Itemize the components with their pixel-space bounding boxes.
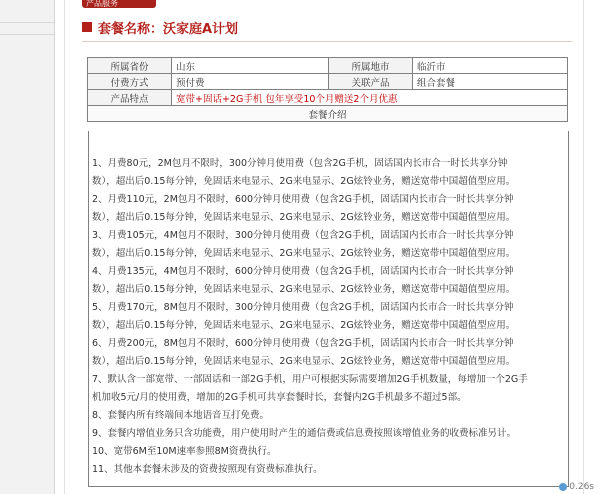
city-label: 所属地市 bbox=[329, 58, 413, 74]
payment-value: 预付费 bbox=[172, 74, 329, 90]
table-row bbox=[88, 58, 568, 74]
related-value: 组合套餐 bbox=[413, 74, 568, 90]
package-info-table bbox=[87, 57, 568, 122]
description-line: 4、月费135元，4M包月不限时，600分钟月使用费（包含2G手机，固话国内长市合一时长共享分钟 bbox=[92, 266, 514, 277]
content-border-left bbox=[64, 0, 65, 494]
description-line: 7、默认含一部宽带、一部固话和一部2G手机，用户可根据实际需要增加2G手机数量，每增加一个2G手 bbox=[92, 374, 528, 385]
package-description bbox=[88, 131, 569, 487]
description-line: 5、月费170元，8M包月不限时，300分钟月使用费（包含2G手机，固话国内长市合一时长共享分钟 bbox=[92, 302, 514, 313]
description-line: 数），超出后0.15每分钟，免固话来电显示、2G来电显示、2G炫铃业务，赠送宽带中国超值型应用。 bbox=[92, 284, 516, 295]
province-value: 山东 bbox=[172, 58, 329, 74]
package-header bbox=[82, 18, 238, 36]
description-line: 数），超出后0.15每分钟，免固话来电显示、2G来电显示、2G炫铃业务，赠送宽带中国超值型应用。 bbox=[92, 356, 516, 367]
square-bullet-icon bbox=[82, 22, 92, 32]
sidebar-divider bbox=[0, 22, 54, 23]
description-line: 10、宽带6M至10M速率参照8M资费执行。 bbox=[92, 446, 277, 457]
description-line: 8、套餐内所有终端间本地语音互打免费。 bbox=[92, 410, 270, 421]
status-zoom: 0.26s bbox=[569, 482, 594, 492]
section-tab: 产品服务 bbox=[82, 0, 156, 8]
content-border-right bbox=[583, 0, 584, 494]
description-line: 机加收5元/月的使用费，增加的2G手机可共享套餐时长，套餐内2G手机最多不超过5部。 bbox=[92, 392, 467, 403]
table-row bbox=[88, 90, 568, 106]
header-divider bbox=[82, 41, 572, 42]
description-line: 2、月费110元，2M包月不限时，600分钟月使用费（包含2G手机，固话国内长市合一时长共享分钟 bbox=[92, 194, 514, 205]
city-value: 临沂市 bbox=[413, 58, 568, 74]
description-line: 6、月费200元，8M包月不限时，600分钟月使用费（包含2G手机，固话国内长市合一时长共享分钟 bbox=[92, 338, 514, 349]
description-line: 数），超出后0.15每分钟，免固话来电显示、2G来电显示、2G炫铃业务，赠送宽带中国超值型应用。 bbox=[92, 212, 516, 223]
related-label: 关联产品 bbox=[329, 74, 413, 90]
sidebar-divider bbox=[0, 34, 54, 35]
province-label: 所属省份 bbox=[88, 58, 172, 74]
table-row bbox=[88, 106, 568, 122]
description-line: 数），超出后0.15每分钟，免固话来电显示、2G来电显示、2G炫铃业务，赠送宽带中国超值型应用。 bbox=[92, 320, 516, 331]
status-indicator bbox=[559, 482, 594, 492]
feature-label: 产品特点 bbox=[88, 90, 172, 106]
description-line: 9、套餐内增值业务只含功能费，用户使用时产生的通信费或信息费按照该增值业务的收费标准另计。 bbox=[92, 428, 517, 439]
package-title: 套餐名称：沃家庭A计划 bbox=[98, 21, 239, 37]
description-lines bbox=[92, 155, 568, 479]
feature-value: 宽带+固话+2G手机 包年享受10个月赠送2个月优惠 bbox=[172, 90, 568, 106]
description-line: 数），超出后0.15每分钟，免固话来电显示、2G来电显示、2G炫铃业务，赠送宽带中国超值型应用。 bbox=[92, 248, 516, 259]
description-line: 数），超出后0.15每分钟，免固话来电显示、2G来电显示、2G炫铃业务，赠送宽带中国超值型应用。 bbox=[92, 176, 516, 187]
description-line: 1、月费80元，2M包月不限时，300分钟月使用费（包含2G手机，固话国内长市合一时长共享分钟 bbox=[92, 158, 508, 169]
description-line: 11、其他本套餐未涉及的资费按照现有资费标准执行。 bbox=[92, 464, 323, 475]
section-title: 套餐介绍 bbox=[88, 106, 568, 122]
payment-label: 付费方式 bbox=[88, 74, 172, 90]
left-sidebar bbox=[0, 0, 55, 494]
table-row bbox=[88, 74, 568, 90]
network-icon bbox=[559, 483, 567, 491]
description-line: 3、月费105元，4M包月不限时，300分钟月使用费（包含2G手机，固话国内长市合一时长共享分钟 bbox=[92, 230, 514, 241]
